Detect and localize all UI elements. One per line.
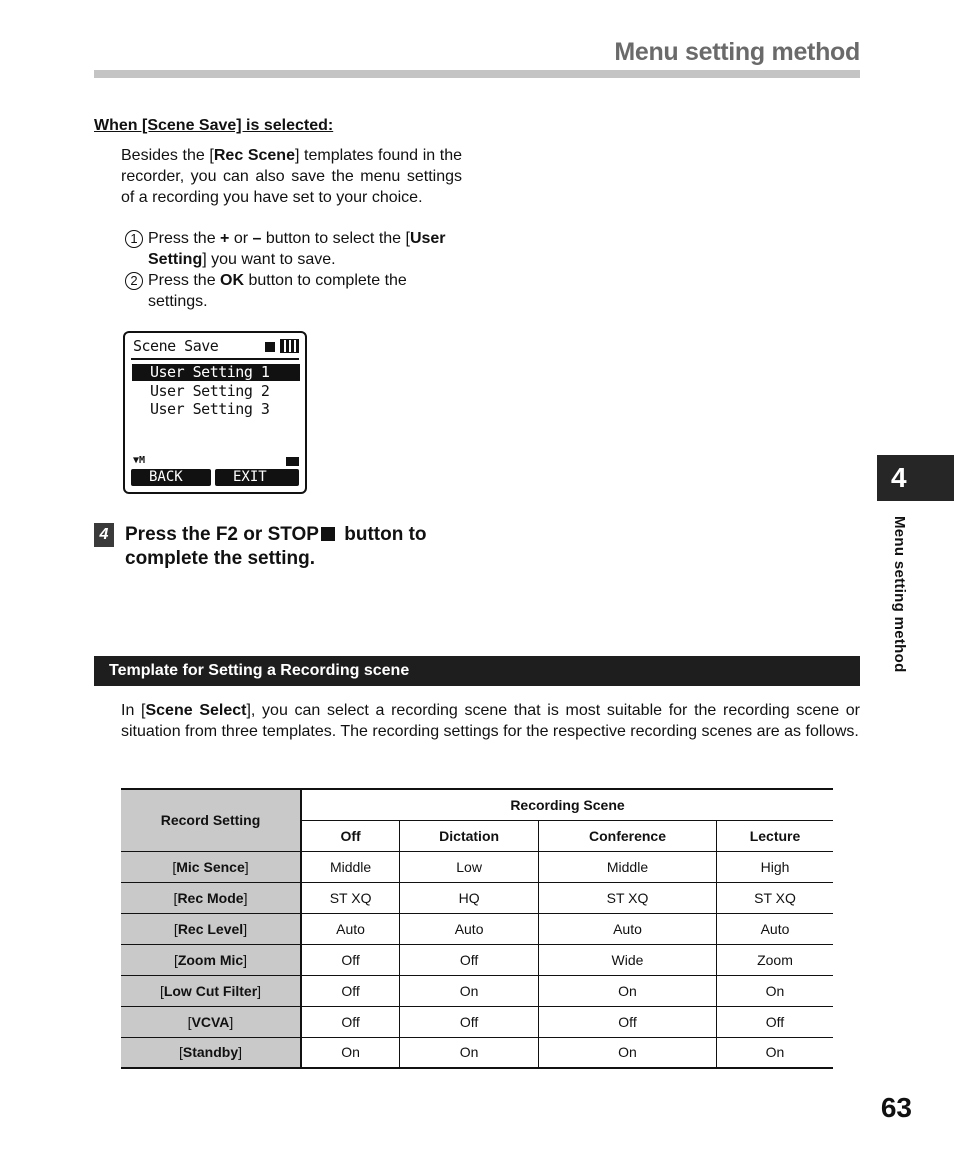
table-cell: Auto	[539, 913, 717, 944]
column-header: Conference	[539, 820, 717, 851]
table-cell: Zoom	[716, 944, 833, 975]
step-4-badge: 4	[94, 523, 114, 547]
template-intro: In [Scene Select], you can select a recording scene that is most suitable for the recording scene or situation from three templates. The recording settings for the respective recording scenes are as follows.	[121, 702, 861, 740]
table-cell: Auto	[716, 913, 833, 944]
page-number: 63	[880, 1092, 912, 1123]
step-number-1: 1	[125, 230, 143, 248]
page-title: Menu setting method	[614, 38, 860, 66]
table-cell: ST XQ	[539, 882, 717, 913]
table-cell: Off	[400, 1006, 539, 1037]
step-number-2: 2	[125, 272, 143, 290]
lcd-divider	[131, 358, 299, 360]
step-4-text: Press the F2 or STOP button to complete the setting.	[125, 524, 427, 569]
table-cell: Off	[539, 1006, 717, 1037]
table-cell: Off	[400, 944, 539, 975]
step-1-text: Press the + or – button to select the [User Setting] you want to save.	[148, 230, 446, 268]
scene-save-paragraph: Besides the [Rec Scene] templates found in the recorder, you can also save the menu settings of a recording you have set to your choice.	[121, 147, 463, 206]
table-cell: ST XQ	[301, 882, 400, 913]
row-header: [Rec Level]	[121, 913, 301, 944]
table-group-header: Recording Scene	[301, 789, 833, 820]
table-cell: On	[301, 1037, 400, 1068]
column-header: Off	[301, 820, 400, 851]
table-cell: On	[539, 1037, 717, 1068]
table-row	[121, 975, 833, 1006]
mic-sense-icon: ▼M	[133, 455, 146, 466]
scene-save-heading: When [Scene Save] is selected:	[94, 117, 334, 134]
table-cell: On	[400, 1037, 539, 1068]
table-cell: Off	[301, 975, 400, 1006]
row-header: [Mic Sence]	[121, 851, 301, 882]
lcd-item-user-setting-1[interactable]: User Setting 1	[132, 364, 300, 381]
table-cell: Middle	[301, 851, 400, 882]
side-label: Menu setting method	[891, 516, 908, 673]
title-rule	[94, 70, 860, 78]
step-2-text: Press the OK button to complete the settings.	[148, 272, 407, 310]
table-cell: Middle	[539, 851, 717, 882]
column-header: Lecture	[716, 820, 833, 851]
table-cell: Low	[400, 851, 539, 882]
folder-icon	[286, 457, 299, 466]
table-cell: On	[716, 975, 833, 1006]
table-cell: Auto	[301, 913, 400, 944]
column-header: Dictation	[400, 820, 539, 851]
section-header: Template for Setting a Recording scene	[94, 656, 860, 686]
step-2	[125, 270, 465, 312]
table-row	[121, 851, 833, 882]
table-cell: Off	[301, 944, 400, 975]
stop-square-icon	[265, 342, 275, 352]
table-corner-header: Record Setting	[121, 789, 301, 851]
row-header: [Low Cut Filter]	[121, 975, 301, 1006]
table-row	[121, 1037, 833, 1068]
row-header: [Standby]	[121, 1037, 301, 1068]
table-row	[121, 944, 833, 975]
stop-square-icon	[321, 527, 335, 541]
table-cell: Off	[716, 1006, 833, 1037]
battery-icon	[280, 339, 299, 353]
table-cell: High	[716, 851, 833, 882]
step-1	[125, 228, 465, 270]
chapter-tab: 4	[877, 455, 954, 501]
table-row	[121, 1006, 833, 1037]
table-row	[121, 882, 833, 913]
table-cell: HQ	[400, 882, 539, 913]
row-header: [VCVA]	[121, 1006, 301, 1037]
table-cell: On	[539, 975, 717, 1006]
table-cell: On	[716, 1037, 833, 1068]
table-row	[121, 913, 833, 944]
table-cell: Off	[301, 1006, 400, 1037]
lcd-back-button[interactable]: BACK	[131, 469, 211, 486]
lcd-screen	[123, 331, 307, 494]
row-header: [Zoom Mic]	[121, 944, 301, 975]
lcd-item-user-setting-3[interactable]: User Setting 3	[150, 400, 270, 418]
lcd-exit-button[interactable]: EXIT	[215, 469, 299, 486]
table-cell: ST XQ	[716, 882, 833, 913]
lcd-item-user-setting-2[interactable]: User Setting 2	[150, 382, 270, 400]
table-cell: Wide	[539, 944, 717, 975]
table-cell: On	[400, 975, 539, 1006]
table-cell: Auto	[400, 913, 539, 944]
recording-scene-table	[121, 788, 833, 1069]
lcd-title: Scene Save	[133, 337, 219, 355]
row-header: [Rec Mode]	[121, 882, 301, 913]
